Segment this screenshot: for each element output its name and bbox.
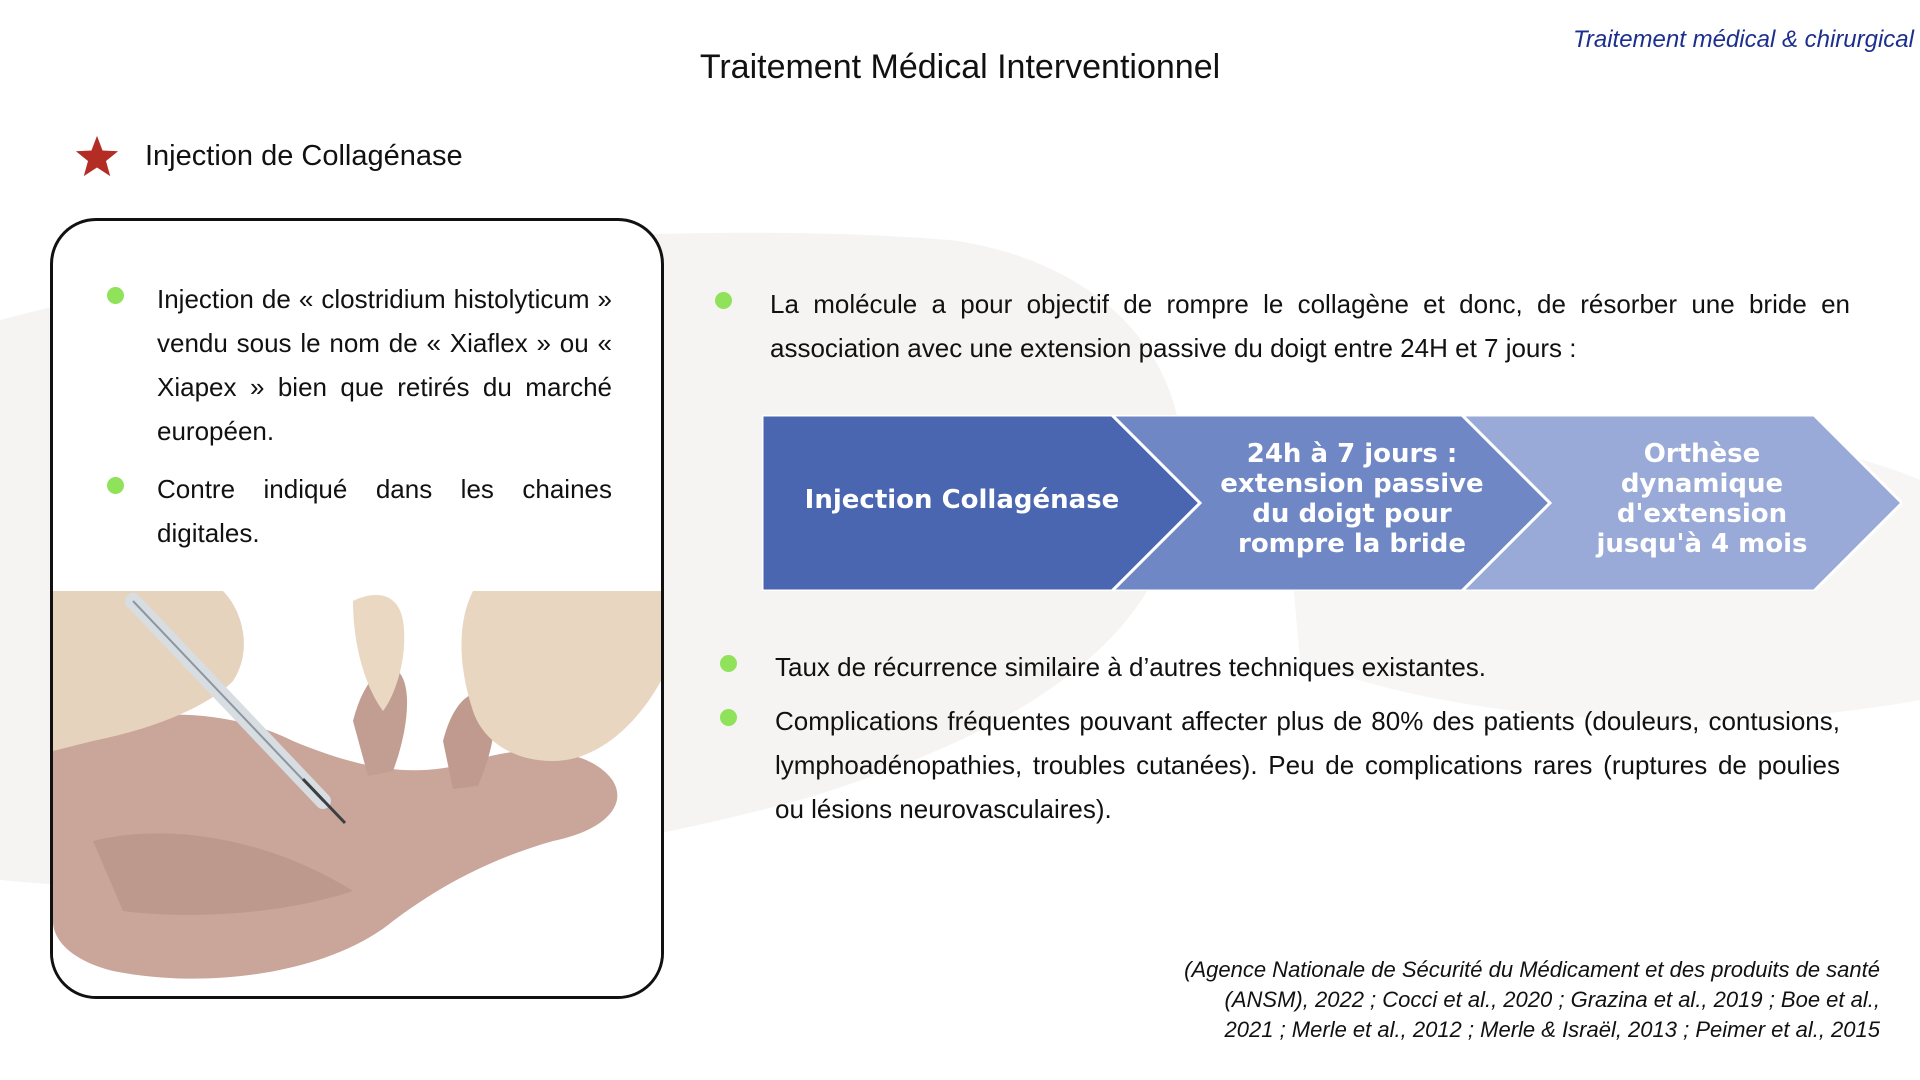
section-subtitle: Injection de Collagénase [145, 140, 463, 172]
step-2-line-2: extension passive [1220, 469, 1484, 499]
syringe-hand-photo [53, 591, 661, 996]
bullet-dot-icon [107, 287, 124, 304]
bullet-dot-icon [720, 709, 737, 726]
intro-paragraph [770, 282, 1850, 370]
step-2-label [1202, 439, 1502, 559]
card-bullet-2 [107, 467, 612, 555]
page-title: Traitement Médical Interventionnel [699, 48, 1221, 86]
step-2-line-4: rompre la bride [1238, 529, 1466, 559]
step-2-line-1: 24h à 7 jours : [1246, 439, 1458, 469]
step-1-label [802, 485, 1122, 515]
step-2-line-3: du doigt pour [1252, 499, 1452, 529]
bullet-dot-icon [715, 292, 732, 309]
reference-line-1: (Agence Nationale de Sécurité du Médicament et des produits de santé [1184, 957, 1880, 982]
main-bullet-2-text: Complications fréquentes pouvant affecter plus de 80% des patients (douleurs, contusions, lymphoadénopathies, troubles cutanées). Peu de complications rares (ruptures de poulies ou lésions neurovasculaires). [775, 706, 1840, 824]
step-3-line-4: jusqu'à 4 mois [1596, 529, 1808, 559]
references [1090, 955, 1880, 1045]
card-bullet-1-text: Injection de « clostridium histolyticum » vendu sous le nom de « Xiaflex » ou « Xiapex » bien que retirés du marché européen. [157, 284, 612, 446]
star-icon [74, 134, 120, 180]
reference-line-2: (ANSM), 2022 ; Cocci et al., 2020 ; Grazina et al., 2019 ; Boe et al., [1224, 987, 1880, 1012]
step-3-line-1: Orthèse [1643, 439, 1761, 469]
card-bullet-1 [107, 277, 612, 453]
process-steps [762, 415, 1902, 591]
main-bullet-2 [775, 699, 1840, 831]
bullet-dot-icon [107, 477, 124, 494]
step-3-line-3: d'extension [1616, 499, 1788, 529]
intro-text: La molécule a pour objectif de rompre le collagène et donc, de résorber une bride en association avec une extension passive du doigt entre 24H et 7 jours : [770, 289, 1850, 363]
card-bullet-list [107, 277, 612, 569]
step-3-label [1552, 439, 1852, 559]
card-bullet-2-text: Contre indiqué dans les chaines digitales. [157, 474, 612, 548]
main-bullet-1 [775, 645, 1840, 689]
reference-line-3: 2021 ; Merle et al., 2012 ; Merle & Israël, 2013 ; Peimer et al., 2015 [1224, 1017, 1880, 1042]
main-bullet-1-text: Taux de récurrence similaire à d’autres techniques existantes. [775, 652, 1487, 682]
info-card [50, 218, 664, 999]
section-label: Traitement médical & chirurgical [1572, 26, 1914, 53]
step-3-line-2: dynamique [1620, 469, 1784, 499]
bullet-dot-icon [720, 655, 737, 672]
step-1-line-1: Injection Collagénase [804, 485, 1120, 515]
